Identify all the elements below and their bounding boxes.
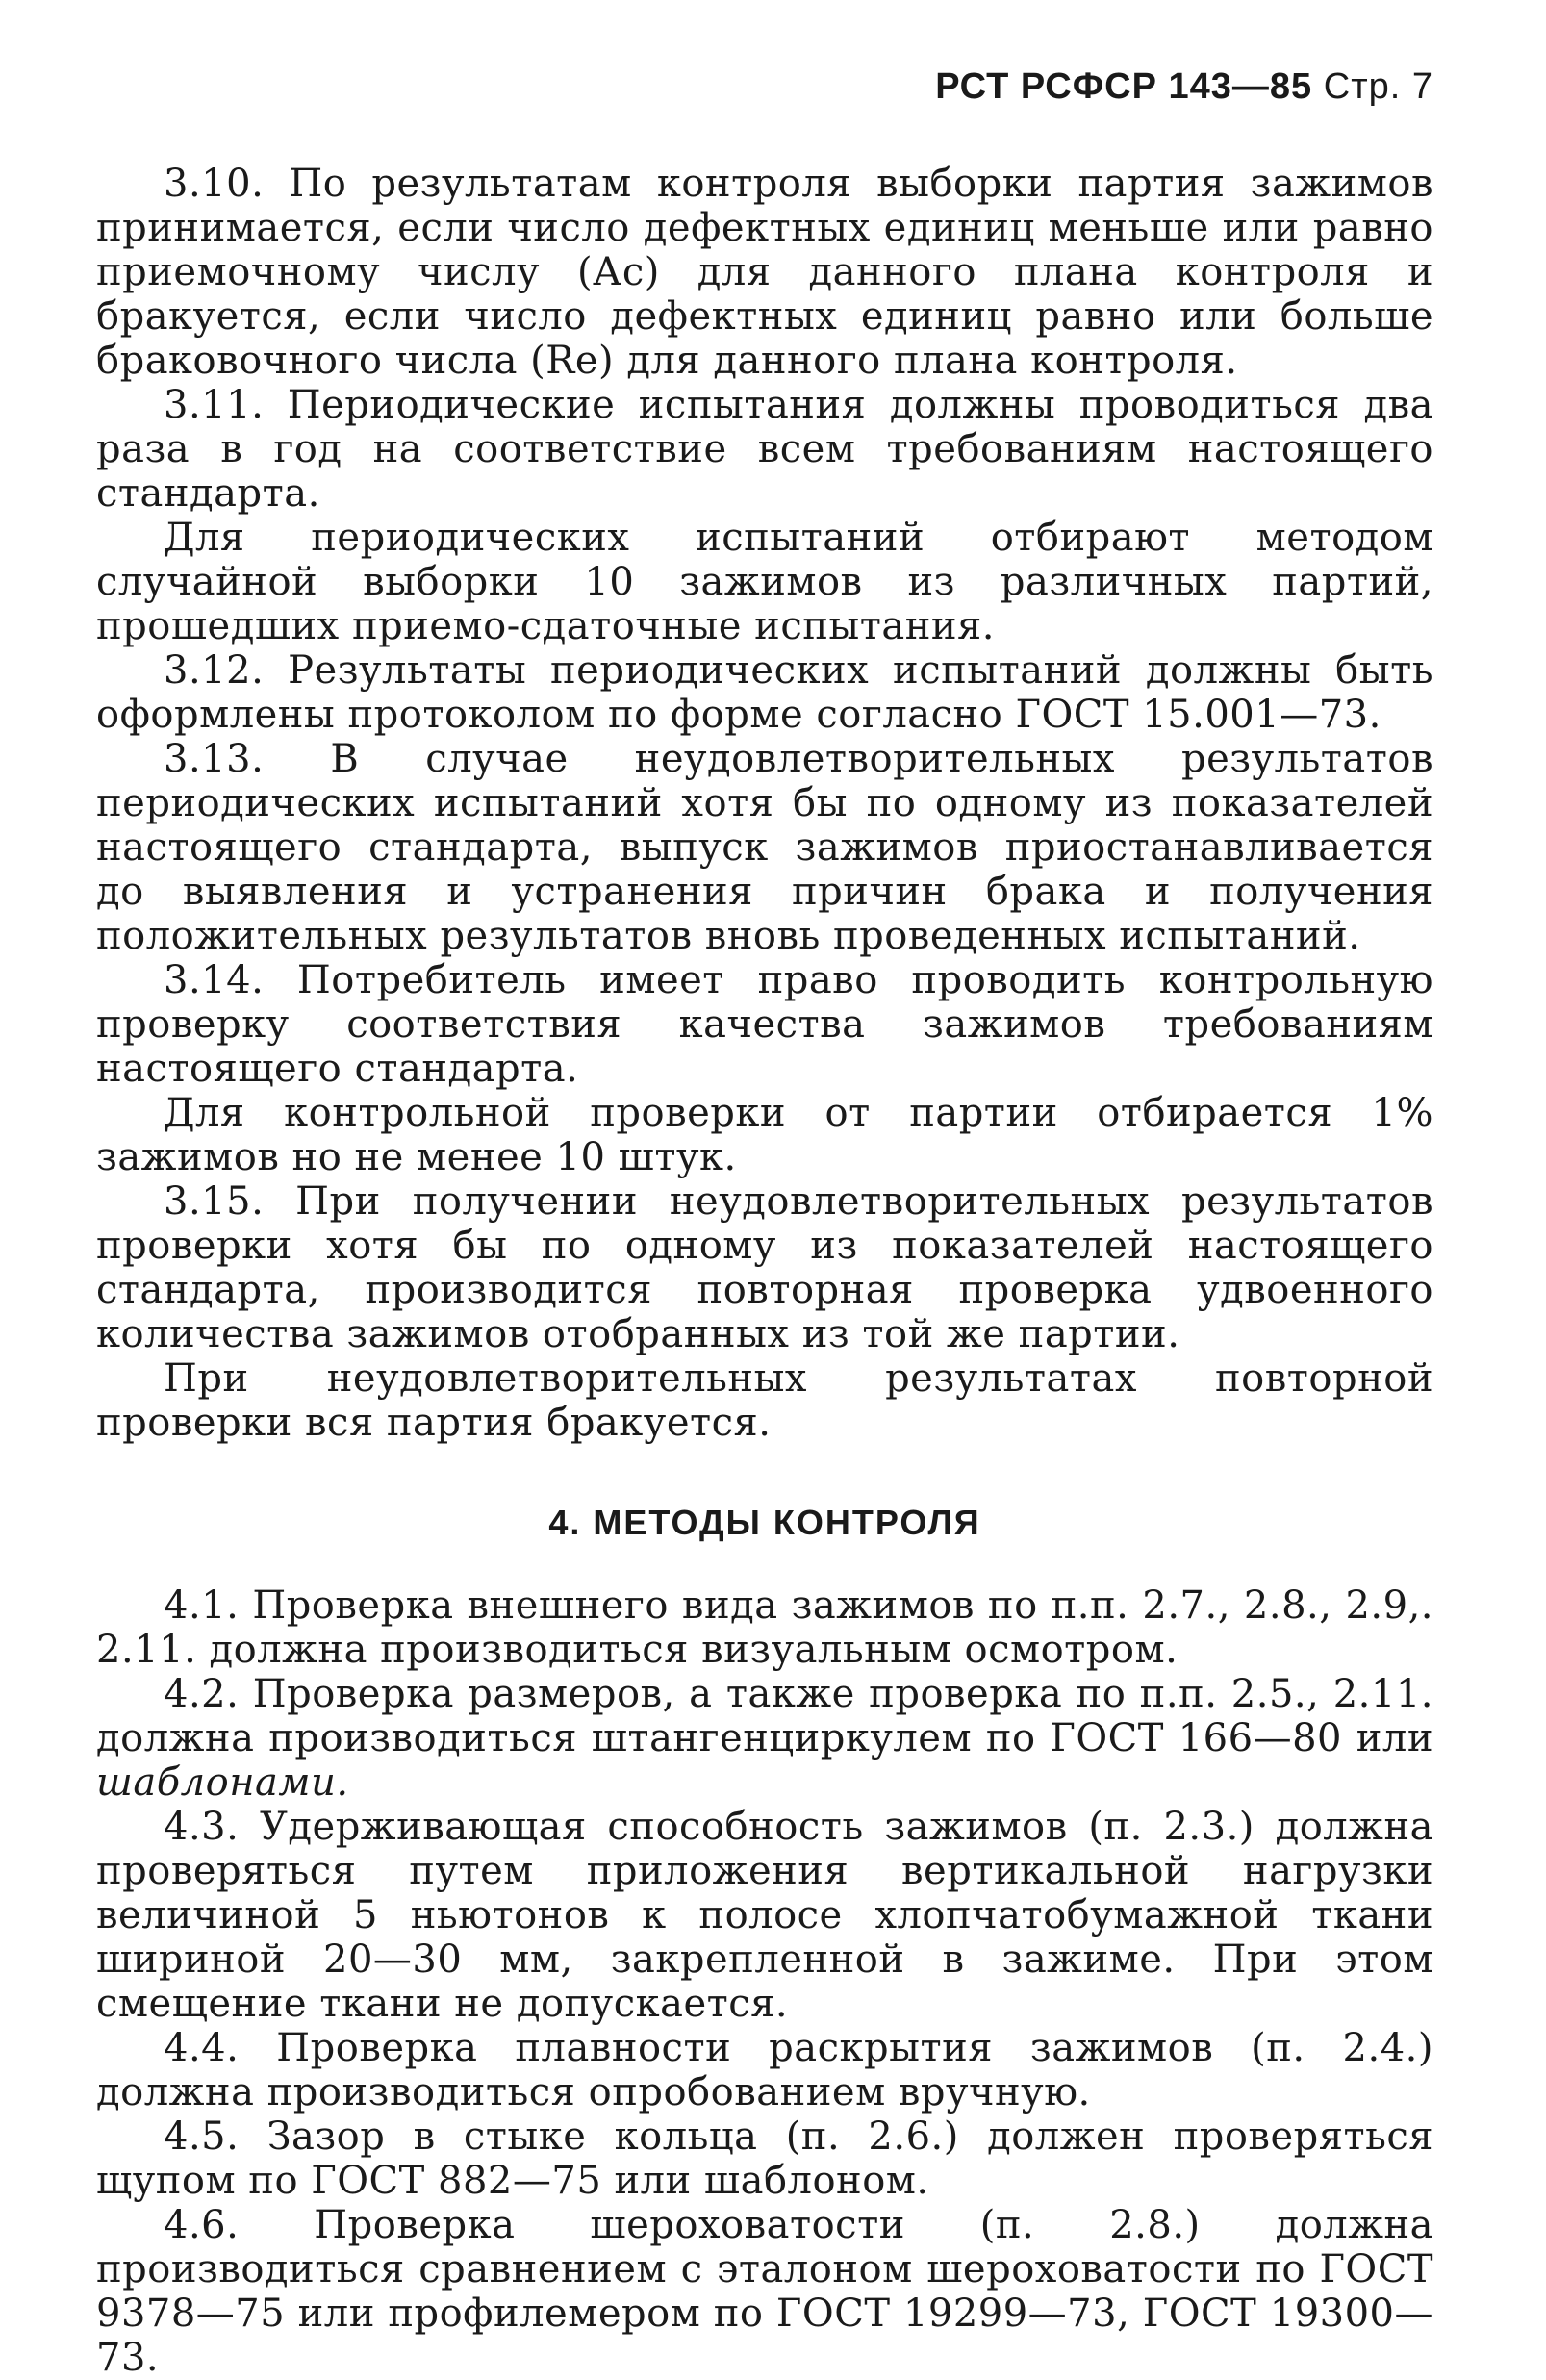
paragraph-4-4: 4.4. Проверка плавности раскрытия зажимов (п. 2.4.) должна производиться опробованием вручную. xyxy=(96,2026,1433,2114)
paragraph-4-2-italic: шаблонами. xyxy=(96,1760,349,1805)
paragraph-4-5: 4.5. Зазор в стыке кольца (п. 2.6.) должен проверяться щупом по ГОСТ 882—75 или шаблоном. xyxy=(96,2114,1433,2203)
paragraph-3-13: 3.13. В случае неудовлетворительных результатов периодических испытаний хотя бы по одному из показателей настоящего стандарта, выпуск зажимов приостанавливается до выявления и устранения причин брака и получения положительных результатов вновь проведенных испытаний. xyxy=(96,737,1433,958)
paragraph-3-15: 3.15. При получении неудовлетворительных результатов проверки хотя бы по одному из показателей настоящего стандарта, производится повторная проверка удвоенного количества зажимов отобранных из той же партии. xyxy=(96,1179,1433,1356)
paragraph-3-11-sampling: Для периодических испытаний отбирают методом случайной выборки 10 зажимов из различных партий, прошедших приемо-сдаточные испытания. xyxy=(96,516,1433,648)
page-header xyxy=(96,58,1433,115)
paragraph-4-6: 4.6. Проверка шероховатости (п. 2.8.) должна производиться сравнением с эталоном шероховатости по ГОСТ 9378—75 или профилемером по ГОСТ 19299—73, ГОСТ 19300—73. xyxy=(96,2203,1433,2380)
page-number: Стр. 7 xyxy=(1323,66,1433,107)
paragraph-3-14-sampling: Для контрольной проверки от партии отбирается 1% зажимов но не менее 10 штук. xyxy=(96,1091,1433,1179)
paragraph-3-14: 3.14. Потребитель имеет право проводить контрольную проверку соответствия качества зажимов требованиям настоящего стандарта. xyxy=(96,958,1433,1091)
document-body xyxy=(96,162,1433,2380)
standard-code: РСТ РСФСР 143—85 xyxy=(935,66,1313,107)
paragraph-3-15-reject: При неудовлетворительных результатах повторной проверки вся партия бракуется. xyxy=(96,1356,1433,1445)
paragraph-3-12: 3.12. Результаты периодических испытаний должны быть оформлены протоколом по форме согласно ГОСТ 15.001—73. xyxy=(96,648,1433,737)
section-title-control-methods: 4. МЕТОДЫ КОНТРОЛЯ xyxy=(548,1503,981,1542)
paragraph-4-3: 4.3. Удерживающая способность зажимов (п. 2.3.) должна проверяться путем приложения вертикальной нагрузки величиной 5 ньютонов к полосе хлопчатобумажной ткани шириной 20—30 мм, закрепленной в зажиме. При этом смещение ткани не допускается. xyxy=(96,1805,1433,2026)
paragraph-4-2-text: 4.2. Проверка размеров, а также проверка по п.п. 2.5., 2.11. должна производиться штангенциркулем по ГОСТ 166—80 или xyxy=(96,1672,1433,1760)
document-page xyxy=(96,58,1433,2380)
paragraph-3-11: 3.11. Периодические испытания должны проводиться два раза в год на соответствие всем требованиям настоящего стандарта. xyxy=(96,383,1433,516)
paragraph-3-10: 3.10. По результатам контроля выборки партия зажимов принимается, если число дефектных единиц меньше или равно приемочному числу (Ас) для данного плана контроля и бракуется, если число дефектных единиц равно или больше браковочного числа (Re) для данного плана контроля. xyxy=(96,162,1433,383)
paragraph-4-1: 4.1. Проверка внешнего вида зажимов по п.п. 2.7., 2.8., 2.9,. 2.11. должна производиться визуальным осмотром. xyxy=(96,1583,1433,1672)
paragraph-4-2 xyxy=(96,1672,1433,1805)
